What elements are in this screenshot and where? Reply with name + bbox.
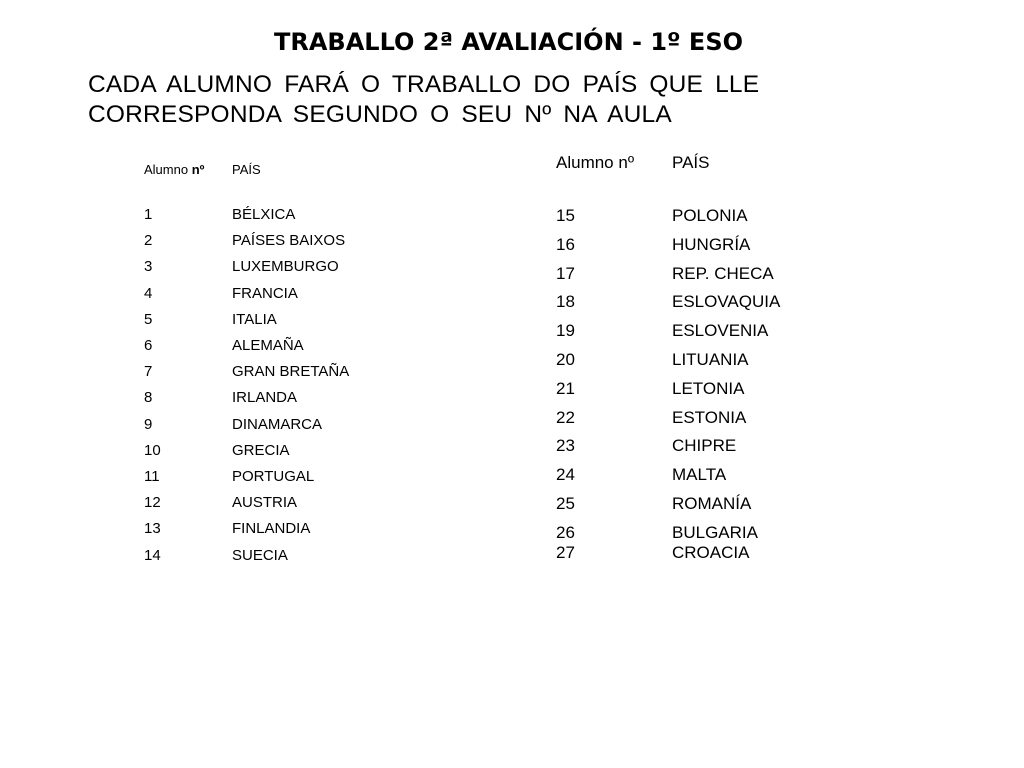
country-name: MALTA — [672, 465, 727, 485]
country-name: GRECIA — [232, 441, 290, 459]
country-name: CHIPRE — [672, 436, 737, 456]
student-number: 1 — [144, 206, 153, 223]
column-header-student-number-suffix: nº — [191, 162, 205, 177]
student-number: 27 — [556, 543, 575, 562]
country-name: LETONIA — [672, 378, 745, 398]
student-number: 2 — [144, 232, 153, 250]
country-name: BÉLXICA — [232, 206, 296, 223]
student-number: 10 — [144, 441, 161, 459]
student-number: 24 — [556, 465, 575, 485]
country-name: CROACIA — [672, 543, 750, 562]
country-name: POLONIA — [672, 206, 748, 225]
column-header-student-number-text: Alumno — [144, 162, 192, 177]
column-header-country: PAÍS — [672, 153, 710, 172]
student-number: 16 — [556, 234, 575, 254]
student-number: 19 — [556, 321, 575, 341]
country-name: LUXEMBURGO — [232, 258, 339, 276]
student-number: 26 — [556, 522, 575, 542]
student-number: 18 — [556, 292, 575, 312]
student-number: 13 — [144, 520, 161, 538]
student-number: 23 — [556, 436, 575, 456]
country-name: ROMANÍA — [672, 494, 752, 513]
student-number: 4 — [144, 284, 153, 302]
country-name: FRANCIA — [232, 284, 298, 302]
country-name: DINAMARCA — [232, 415, 323, 433]
student-country-table-left — [144, 160, 404, 580]
country-name: PORTUGAL — [232, 468, 315, 485]
country-name: ITALIA — [232, 310, 277, 328]
student-number: 12 — [144, 494, 161, 512]
column-header-student-number: Alumno nº — [556, 153, 635, 172]
country-name: ESLOVENIA — [672, 321, 769, 341]
country-name: ESTONIA — [672, 407, 747, 427]
student-number: 3 — [144, 258, 153, 276]
country-name: AUSTRIA — [232, 494, 298, 512]
student-number: 14 — [144, 546, 161, 564]
student-number: 21 — [556, 378, 575, 398]
country-name: IRLANDA — [232, 389, 298, 407]
student-number: 6 — [144, 337, 153, 354]
student-number: 7 — [144, 363, 153, 381]
student-number: 20 — [556, 350, 575, 369]
student-number: 5 — [144, 310, 153, 328]
country-name: HUNGRÍA — [672, 234, 751, 254]
student-number: 9 — [144, 415, 153, 433]
country-name: SUECIA — [232, 546, 288, 564]
column-header-country: PAÍS — [232, 162, 261, 177]
country-name: GRAN BRETAÑA — [232, 363, 350, 381]
country-name: BULGARIA — [672, 522, 758, 542]
student-number: 11 — [144, 468, 160, 485]
student-number: 25 — [556, 494, 575, 513]
country-name: LITUANIA — [672, 350, 749, 369]
student-number: 8 — [144, 389, 153, 407]
student-number: 17 — [556, 263, 575, 283]
student-number: 15 — [556, 206, 575, 225]
column-header-student-number — [144, 162, 204, 177]
instructions-text: CADA ALUMNO FARÁ O TRABALLO DO PAÍS QUE LLE CORRESPONDA SEGUNDO O SEU Nº NA AULA — [88, 71, 760, 128]
country-name: PAÍSES BAIXOS — [232, 232, 346, 250]
country-name: FINLANDIA — [232, 520, 311, 538]
country-name: ESLOVAQUIA — [672, 292, 781, 312]
student-number: 22 — [556, 407, 575, 427]
country-name: REP. CHECA — [672, 263, 774, 283]
country-name: ALEMAÑA — [232, 337, 304, 354]
student-country-table-right — [556, 153, 816, 573]
page-title: TRABALLO 2ª AVALIACIÓN - 1º ESO — [274, 28, 744, 56]
